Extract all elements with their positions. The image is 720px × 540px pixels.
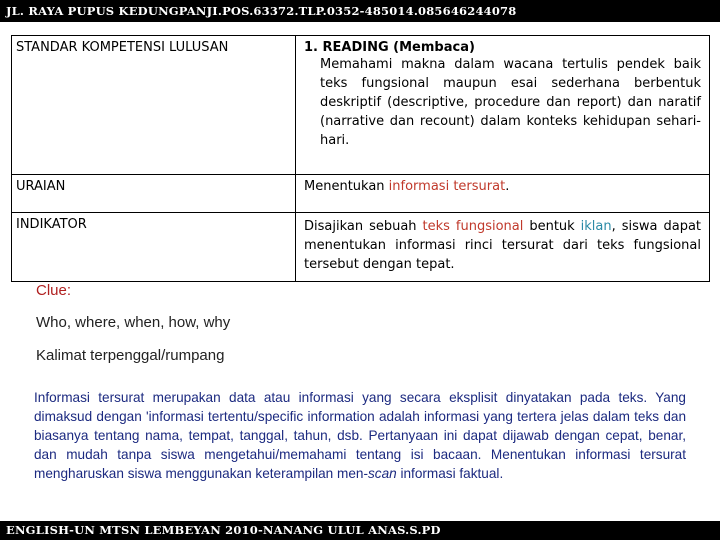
table-row bbox=[12, 36, 710, 175]
indikator-text-2: bentuk bbox=[523, 219, 581, 234]
value-standar bbox=[296, 36, 710, 175]
label-uraian: URAIAN bbox=[12, 175, 296, 213]
standar-text: Memahami makna dalam wacana tertulis pendek baik teks fungsional maupun esai sederhana berbentuk deskriptif (descriptive, procedure dan report) dan naratif (narrative dan recount) dalam konteks kehidupan sehari-hari. bbox=[320, 57, 701, 148]
label-indikator: INDIKATOR bbox=[12, 213, 296, 282]
uraian-text-2: . bbox=[505, 179, 510, 194]
heading-number: 1. bbox=[304, 40, 318, 55]
footer-bar: ENGLISH-UN MTSN LEMBEYAN 2010-NANANG ULUL ANAS.S.PD bbox=[0, 521, 720, 540]
clue-questions: Who, where, when, how, why bbox=[36, 314, 231, 331]
paragraph-text-1: Informasi tersurat merupakan data atau informasi yang secara eksplisit dinyatakan pada teks. Yang dimaksud dengan 'informasi tertentu/specific information adalah informasi yang tertera jelas dalam teks dan biasanya tentang nama, tempat, tanggal, tahun, dsb. Pertanyaan ini dapat dijawab dengan cepat, benar, dan mudah tanpa siswa mengetahui/memahami tentang isi bacaan. Menentukan informasi tersurat mengharuskan siswa menggunakan keterampilan men- bbox=[34, 390, 686, 481]
competency-table bbox=[11, 35, 710, 282]
value-uraian bbox=[296, 175, 710, 213]
label-standar: STANDAR KOMPETENSI LULUSAN bbox=[12, 36, 296, 175]
header-bar: JL. RAYA PUPUS KEDUNGPANJI.POS.63372.TLP.0352-485014.085646244078 bbox=[0, 0, 720, 22]
paragraph-italic: scan bbox=[367, 466, 397, 481]
reading-heading bbox=[304, 40, 701, 55]
indikator-highlight-1: teks fungsional bbox=[422, 219, 524, 234]
indikator-text-1: Disajikan sebuah bbox=[304, 219, 423, 234]
table-row bbox=[12, 175, 710, 213]
value-indikator bbox=[296, 213, 710, 282]
uraian-highlight: informasi tersurat bbox=[388, 179, 506, 194]
clue-title: Clue: bbox=[36, 282, 72, 299]
clue-sentence: Kalimat terpenggal/rumpang bbox=[36, 347, 225, 364]
uraian-text-1: Menentukan bbox=[304, 179, 389, 194]
indikator-highlight-2: iklan bbox=[580, 219, 612, 234]
heading-title: READING (Membaca) bbox=[322, 40, 475, 55]
paragraph-text-2: informasi faktual. bbox=[396, 466, 504, 481]
explanation-paragraph bbox=[34, 388, 686, 483]
indikator-text-3: , siswa dapat menentukan informasi rinci tersurat dari teks fungsional tersebut dengan tepat. bbox=[304, 219, 702, 272]
table-row bbox=[12, 213, 710, 282]
